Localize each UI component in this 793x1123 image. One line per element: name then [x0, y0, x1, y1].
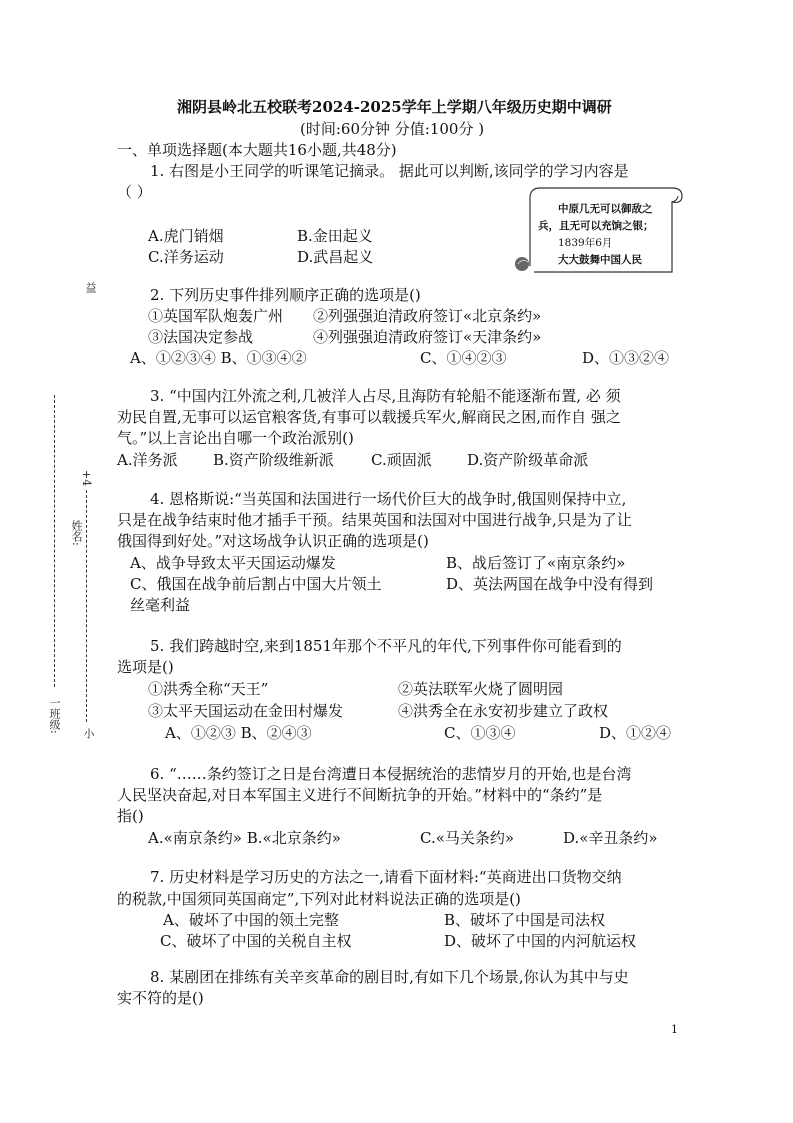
margin-dash-right [86, 490, 87, 722]
q7-option-d: D、破坏了中国的内河航运权 [444, 932, 637, 950]
class-label: 一班级: [48, 697, 61, 734]
q3-line-3: 气。”以上言论出自哪一个政治派别() [117, 429, 354, 447]
margin-tail-mark: +4 [80, 470, 93, 487]
q2-stem: 2. 下列历史事件排列顺序正确的选项是() [150, 286, 421, 304]
q3-option-b: B.资产阶级维新派 [213, 451, 334, 469]
q7-option-b: B、破坏了中国是司法权 [444, 911, 606, 929]
page-number: 1 [671, 1023, 678, 1036]
q5-option-d: D、①②④ [599, 724, 672, 742]
q4-line-3: 俄国得到好处。”对这场战争认识正确的选项是() [117, 532, 429, 550]
q5-option-ab: A、①②③ B、②④③ [165, 724, 312, 742]
q6-line-3: 指() [117, 807, 144, 825]
q6-line-1: 6. “……条约签订之日是台湾遭日本侵据统治的悲情岁月的开始,也是台湾 [150, 765, 632, 783]
note-line-3: 1839年6月 [558, 237, 613, 249]
q2-item-3: ③法国决定参战 [148, 328, 254, 346]
q6-option-c: C.«马关条约» [420, 829, 515, 847]
q7-line-2: 的税款,中国须同英国商定”,下列对此材料说法正确的选项是() [117, 890, 521, 908]
q1-option-a: A.虎门销烟 [148, 227, 224, 245]
q5-item-1: ①洪秀全称“天王” [148, 680, 269, 698]
note-line-4: 大大鼓舞中国人民 [558, 254, 642, 266]
q4-option-d-cont: 丝毫利益 [130, 596, 191, 614]
name-label: 姓名: [70, 520, 83, 546]
q4-option-d: D、英法两国在战争中没有得到 [446, 575, 654, 593]
margin-mark-small: 小 [82, 728, 95, 739]
q7-option-a: A、破坏了中国的领土完整 [163, 911, 339, 929]
q3-option-d: D.资产阶级革命派 [467, 451, 589, 469]
q4-option-a: A、战争导致太平天国运动爆发 [130, 554, 336, 572]
q8-line-2: 实不符的是() [117, 989, 204, 1007]
q5-item-3: ③太平天国运动在金田村爆发 [148, 702, 344, 720]
q2-option-ab: A、①②③④ B、①③④② [130, 349, 307, 367]
q1-stem-blank: （ ） [117, 183, 152, 201]
q2-option-c: C、①④②③ [420, 349, 507, 367]
q1-note-scroll [512, 184, 684, 276]
q3-line-2: 劝民自置,无事可以运官粮客货,有事可以载援兵军火,解商民之困,而作自 强之 [117, 408, 621, 426]
exam-subtitle: (时间:60分钟 分值:100分 ) [300, 120, 485, 138]
q4-line-1: 4. 恩格斯说:“当英国和法国进行一场代价巨大的战争时,俄国则保持中立, [150, 490, 627, 508]
q7-option-c: C、破坏了中国的关税自主权 [160, 932, 352, 950]
q4-option-c: C、俄国在战争前后割占中国大片领土 [130, 575, 382, 593]
q5-line-2: 选项是() [117, 658, 174, 676]
q4-option-b: B、战后签订了«南京条约» [446, 554, 626, 572]
q3-line-1: 3. “中国内江外流之利,几被洋人占尽,且海防有轮船不能逐渐布置, 必 须 [150, 387, 621, 405]
section-heading: 一、单项选择题(本大题共16小题,共48分) [117, 141, 397, 159]
q1-option-c: C.洋务运动 [148, 248, 224, 266]
margin-dash-left [54, 395, 55, 687]
q5-item-2: ②英法联军火烧了圆明园 [398, 680, 564, 698]
q2-item-2: ②列强强迫清政府签订«北京条约» [313, 307, 542, 325]
q5-item-4: ④洪秀全在永安初步建立了政权 [398, 702, 609, 720]
q7-line-1: 7. 历史材料是学习历史的方法之一,请看下面材料:“英商进出口货物交纳 [150, 868, 622, 886]
note-line-1: 中原几无可以御敌之 [558, 203, 653, 215]
q1-option-b: B.金田起义 [297, 227, 373, 245]
note-line-2: 兵，且无可以充饷之银； [538, 220, 654, 232]
q1-stem: 1. 右图是小王同学的听课笔记摘录。 据此可以判断,该同学的学习内容是 [150, 162, 629, 180]
q6-option-d: D.«辛丑条约» [563, 829, 658, 847]
q8-line-1: 8. 某剧团在排练有关辛亥革命的剧目时,有如下几个场景,你认为其中与史 [150, 968, 629, 986]
q6-option-ab: A.«南京条约» B.«北京条约» [148, 829, 341, 847]
exam-title: 湘阴县岭北五校联考2024-2025学年上学期八年级历史期中调研 [177, 98, 612, 116]
q6-line-2: 人民坚决奋起,对日本军国主义进行不间断抗争的开始。”材料中的“条约”是 [117, 786, 603, 804]
q4-line-2: 只是在战争结束时他才插手干预。结果英国和法国对中国进行战争,只是为了让 [117, 511, 632, 529]
q3-option-c: C.顽固派 [371, 451, 432, 469]
q2-item-1: ①英国军队炮轰广州 [148, 307, 284, 325]
q2-item-4: ④列强强迫清政府签订«天津条约» [313, 328, 542, 346]
q5-line-1: 5. 我们跨越时空,来到1851年那个不平凡的年代,下列事件你可能看到的 [150, 637, 622, 655]
q3-option-a: A.洋务派 [117, 451, 178, 469]
q5-option-c: C、①③④ [444, 724, 516, 742]
q1-option-d: D.武昌起义 [297, 248, 374, 266]
q2-option-d: D、①③②④ [582, 349, 670, 367]
margin-mark: 益 [84, 282, 97, 293]
